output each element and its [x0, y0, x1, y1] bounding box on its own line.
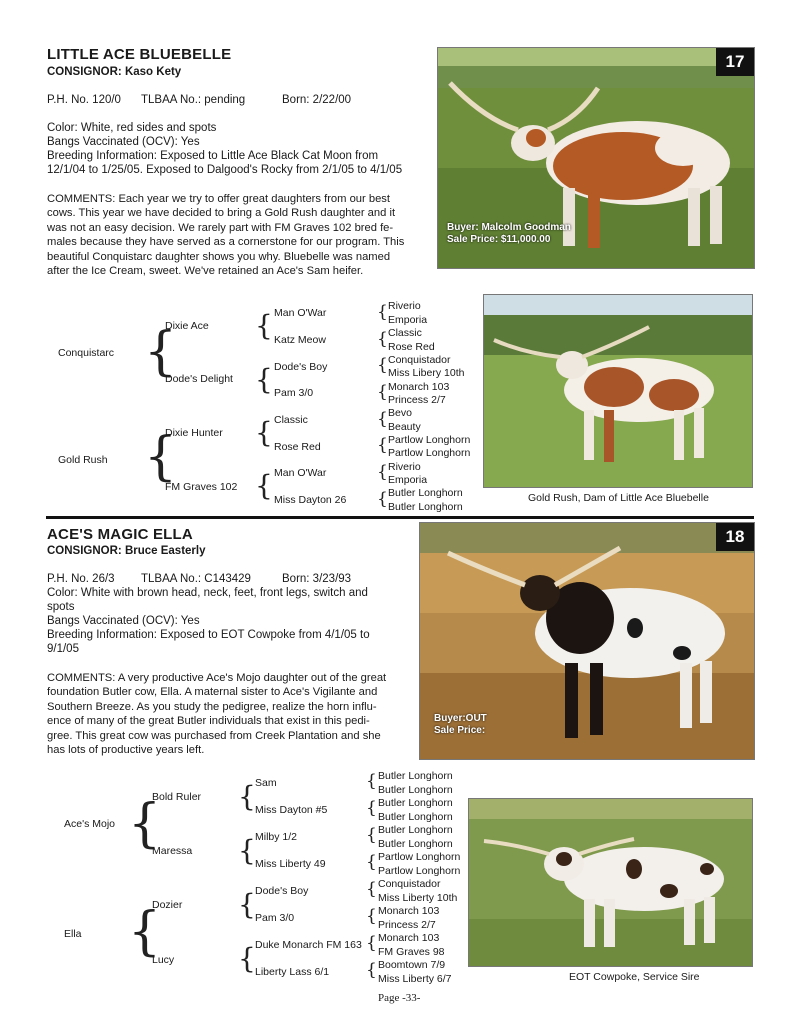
comment-line: ence of many of the great Butler individuals that exist in this pedi-: [47, 715, 370, 728]
pedigree-gen4: Classic: [388, 327, 422, 339]
pedigree-gen4: Emporia: [388, 474, 428, 486]
pedigree-brace: {: [238, 888, 256, 921]
lot-17-cow-photo: [437, 47, 755, 269]
pedigree-brace: {: [366, 852, 377, 872]
pedigree-gen4: Monarch 103: [378, 932, 440, 944]
pedigree-brace: {: [238, 942, 256, 975]
pedigree-gen4: Conquistador: [378, 878, 441, 890]
comment-line: Southern Breeze. As you study the pedigree, realize the horn influ-: [47, 700, 377, 713]
lot-18-born: Born: 3/23/93: [282, 573, 352, 585]
pedigree-brace: {: [144, 427, 178, 487]
pedigree-gen2: Dozier: [152, 899, 183, 911]
comment-line: COMMENTS: Each year we try to offer great daughters from our best: [47, 193, 391, 205]
lot-17-breeding-line-1: Breeding Information: Exposed to Little Ace Black Cat Moon from: [47, 150, 379, 162]
pedigree-dam: Gold Rush: [58, 454, 108, 466]
lot-17-born: Born: 2/22/00: [282, 94, 352, 106]
pedigree-gen3: Pam 3/0: [255, 912, 295, 924]
pedigree-brace: {: [377, 489, 388, 509]
lot-17-number-badge: 17: [716, 48, 754, 76]
pedigree-brace: {: [366, 906, 377, 926]
pedigree-gen4: Beauty: [388, 421, 421, 433]
pedigree-gen2: FM Graves 102: [165, 481, 238, 493]
pedigree-gen2: Dixie Ace: [165, 320, 209, 332]
pedigree-brace: {: [255, 363, 273, 396]
pedigree-gen3: Man O'War: [274, 467, 327, 479]
pedigree-gen3: Miss Liberty 49: [255, 858, 326, 870]
pedigree-brace: {: [377, 382, 388, 402]
pedigree-gen2: Lucy: [152, 954, 175, 966]
pedigree-gen4: Princess 2/7: [388, 394, 446, 406]
lot-18-color-line-2: spots: [47, 601, 75, 613]
lot-18-consignor: CONSIGNOR: Bruce Easterly: [47, 545, 206, 557]
lot-17-ph-number: P.H. No. 120/0: [47, 94, 121, 106]
lot-17-comments: [47, 192, 427, 278]
lot-17-sale-price: Sale Price: $11,000.00: [447, 234, 551, 245]
pedigree-gen3: Katz Meow: [274, 334, 326, 346]
pedigree-gen4: FM Graves 98: [378, 946, 445, 958]
eot-cowpoke-photo: [468, 798, 753, 967]
pedigree-gen4: Monarch 103: [388, 381, 450, 393]
pedigree-gen4: Princess 2/7: [378, 919, 436, 931]
pedigree-brace: {: [238, 780, 256, 813]
pedigree-brace: {: [377, 329, 388, 349]
pedigree-gen4: Riverio: [388, 461, 421, 473]
pedigree-gen4: Monarch 103: [378, 905, 440, 917]
pedigree-brace: {: [366, 798, 377, 818]
pedigree-brace: {: [377, 462, 388, 482]
pedigree-gen3: Dode's Boy: [274, 361, 328, 373]
pedigree-brace: {: [128, 794, 162, 854]
pedigree-gen4: Partlow Longhorn: [388, 447, 471, 459]
eot-cowpoke-caption: EOT Cowpoke, Service Sire: [569, 971, 700, 983]
pedigree-brace: {: [366, 933, 377, 953]
lot-17-color: Color: White, red sides and spots: [47, 122, 217, 134]
pedigree-gen4: Butler Longhorn: [378, 797, 453, 809]
pedigree-brace: {: [377, 355, 388, 375]
lot-18-sale-price: Sale Price:: [434, 725, 486, 736]
pedigree-brace: {: [255, 469, 273, 502]
pedigree-gen4: Bevo: [388, 407, 412, 419]
lot-17-buyer: Buyer: Malcolm Goodman: [447, 222, 571, 233]
pedigree-gen4: Miss Libery 10th: [388, 367, 465, 379]
lot-18-title: ACE'S MAGIC ELLA: [47, 526, 193, 543]
pedigree-brace: {: [366, 960, 377, 980]
pedigree-gen4: Rose Red: [388, 341, 435, 353]
lot-17-bangs: Bangs Vaccinated (OCV): Yes: [47, 136, 200, 148]
lot-17-consignor: CONSIGNOR: Kaso Kety: [47, 66, 182, 78]
pedigree-gen2: Maressa: [152, 845, 193, 857]
pedigree-gen4: Miss Liberty 6/7: [378, 973, 452, 985]
pedigree-brace: {: [377, 302, 388, 322]
lot-17-breeding-line-2: 12/1/04 to 1/25/05. Exposed to Dalgood's Rocky from 2/1/05 to 4/1/05: [47, 164, 403, 176]
lot-17-title: LITTLE ACE BLUEBELLE: [47, 46, 232, 63]
lot-18-tlbaa-number: TLBAA No.: C143429: [141, 573, 251, 585]
pedigree-sire: Conquistarc: [58, 347, 115, 359]
gold-rush-caption: Gold Rush, Dam of Little Ace Bluebelle: [528, 492, 709, 504]
lot-18-cow-photo: [419, 522, 755, 760]
pedigree-gen3: Milby 1/2: [255, 831, 298, 843]
comment-line: beautiful Conquistarc daughter shows you why. Bluebelle was named: [47, 250, 391, 263]
section-divider: [46, 516, 754, 519]
lot-18-number-badge: 18: [716, 523, 754, 551]
pedigree-brace: {: [377, 409, 388, 429]
pedigree-gen4: Butler Longhorn: [378, 824, 453, 836]
pedigree-gen3: Pam 3/0: [274, 387, 314, 399]
lot-18-color-line-1: Color: White with brown head, neck, feet, front legs, switch and: [47, 587, 368, 599]
lot-18-buyer: Buyer:OUT: [434, 713, 487, 724]
pedigree-gen4: Butler Longhorn: [378, 784, 453, 796]
pedigree-brace: {: [144, 322, 178, 382]
lot-18-ph-number: P.H. No. 26/3: [47, 573, 115, 585]
pedigree-gen4: Riverio: [388, 300, 421, 312]
pedigree-gen4: Boomtown 7/9: [378, 959, 446, 971]
lot-18-breeding-line-2: 9/1/05: [47, 643, 79, 655]
pedigree-brace: {: [255, 309, 273, 342]
pedigree-brace: {: [377, 435, 388, 455]
pedigree-sire: Ace's Mojo: [64, 818, 116, 830]
lot-17-tlbaa-number: TLBAA No.: pending: [141, 94, 246, 106]
comment-line: COMMENTS: A very productive Ace's Mojo daughter out of the great: [47, 672, 387, 684]
comment-line: males because they have served as a cornerstone for our program. This: [47, 236, 405, 249]
pedigree-brace: {: [366, 771, 377, 791]
pedigree-brace: {: [255, 416, 273, 449]
pedigree-gen4: Butler Longhorn: [378, 770, 453, 782]
pedigree-gen4: Partlow Longhorn: [388, 434, 471, 446]
comment-line: has lots of productive years left.: [47, 744, 205, 757]
pedigree-gen4: Partlow Longhorn: [378, 865, 461, 877]
pedigree-brace: {: [366, 825, 377, 845]
page-number: Page -33-: [378, 992, 421, 1004]
pedigree-gen2: Dode's Delight: [165, 373, 233, 385]
pedigree-gen4: Miss Liberty 10th: [378, 892, 458, 904]
comment-line: cows. This year we have decided to bring a Gold Rush daughter and it: [47, 207, 396, 220]
gold-rush-photo: [483, 294, 753, 488]
comment-line: was not an easy decision. We rarely part with FM Graves 102 bred fe-: [47, 221, 394, 234]
pedigree-gen3: Man O'War: [274, 307, 327, 319]
pedigree-brace: {: [238, 834, 256, 867]
lot-18-bangs: Bangs Vaccinated (OCV): Yes: [47, 615, 200, 627]
comment-line: foundation Butler cow, Ella. A maternal sister to Ace's Vigilante and: [47, 686, 378, 699]
pedigree-gen4: Emporia: [388, 314, 428, 326]
pedigree-gen3: Classic: [274, 414, 308, 426]
pedigree-brace: {: [366, 879, 377, 899]
comment-line: gree. This great cow was purchased from Creek Plantation and she: [47, 729, 381, 742]
pedigree-gen3: Dode's Boy: [255, 885, 309, 897]
pedigree-gen4: Conquistador: [388, 354, 451, 366]
pedigree-brace: {: [128, 902, 162, 962]
pedigree-gen2: Dixie Hunter: [165, 427, 223, 439]
pedigree-gen3: Liberty Lass 6/1: [255, 966, 330, 978]
lot-18-comments: [47, 671, 407, 757]
pedigree-gen4: Butler Longhorn: [388, 501, 463, 513]
pedigree-gen4: Butler Longhorn: [378, 838, 453, 850]
lot-18-breeding-line-1: Breeding Information: Exposed to EOT Cowpoke from 4/1/05 to: [47, 629, 370, 641]
pedigree-gen4: Partlow Longhorn: [378, 851, 461, 863]
pedigree-gen3: Miss Dayton #5: [255, 804, 328, 816]
pedigree-gen4: Butler Longhorn: [388, 487, 463, 499]
pedigree-gen4: Butler Longhorn: [378, 811, 453, 823]
pedigree-gen2: Bold Ruler: [152, 791, 202, 803]
pedigree-gen3: Duke Monarch FM 163: [255, 939, 362, 951]
pedigree-gen3: Rose Red: [274, 441, 321, 453]
pedigree-dam: Ella: [64, 928, 82, 940]
comment-line: after the Ice Cream, sweet. We've retained an Ace's Sam heifer.: [47, 265, 364, 278]
pedigree-gen3: Sam: [255, 777, 277, 789]
pedigree-gen3: Miss Dayton 26: [274, 494, 347, 506]
